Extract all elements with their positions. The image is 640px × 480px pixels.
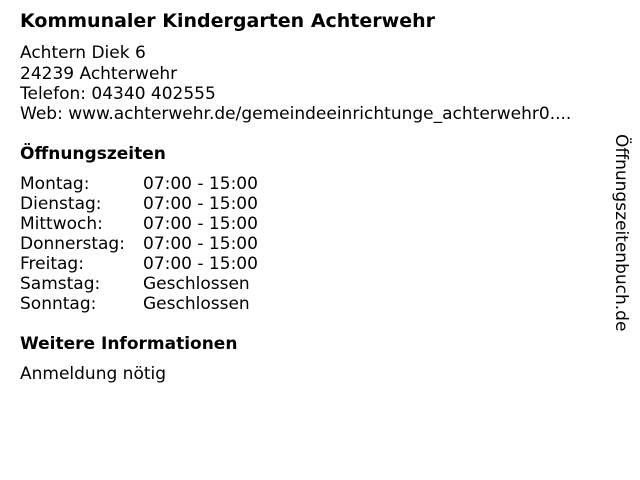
day-label: Dienstag: xyxy=(20,194,102,214)
day-label: Donnerstag: xyxy=(20,234,125,254)
day-hours: 07:00 - 15:00 xyxy=(143,214,258,234)
day-label: Sonntag: xyxy=(20,294,97,314)
opening-hours-heading: Öffnungszeiten xyxy=(20,144,166,164)
day-label: Montag: xyxy=(20,174,90,194)
day-hours: Geschlossen xyxy=(143,274,250,294)
address-street: Achtern Diek 6 xyxy=(20,43,146,63)
watermark-label: Öffnungszeitenbuch.de xyxy=(611,134,631,332)
day-hours: 07:00 - 15:00 xyxy=(143,174,258,194)
page-title: Kommunaler Kindergarten Achterwehr xyxy=(20,10,435,32)
phone-line[interactable]: Telefon: 04340 402555 xyxy=(20,84,216,104)
day-hours: 07:00 - 15:00 xyxy=(143,234,258,254)
web-link[interactable]: Web: www.achterwehr.de/gemeindeeinrichtunge_achterwehr0.... xyxy=(20,104,572,124)
day-hours: 07:00 - 15:00 xyxy=(143,194,258,214)
more-info-text: Anmeldung nötig xyxy=(20,364,167,384)
day-label: Freitag: xyxy=(20,254,84,274)
day-hours: 07:00 - 15:00 xyxy=(143,254,258,274)
day-label: Samstag: xyxy=(20,274,101,294)
more-info-heading: Weitere Informationen xyxy=(20,334,238,354)
day-hours: Geschlossen xyxy=(143,294,250,314)
day-label: Mittwoch: xyxy=(20,214,103,234)
address-city: 24239 Achterwehr xyxy=(20,64,178,84)
